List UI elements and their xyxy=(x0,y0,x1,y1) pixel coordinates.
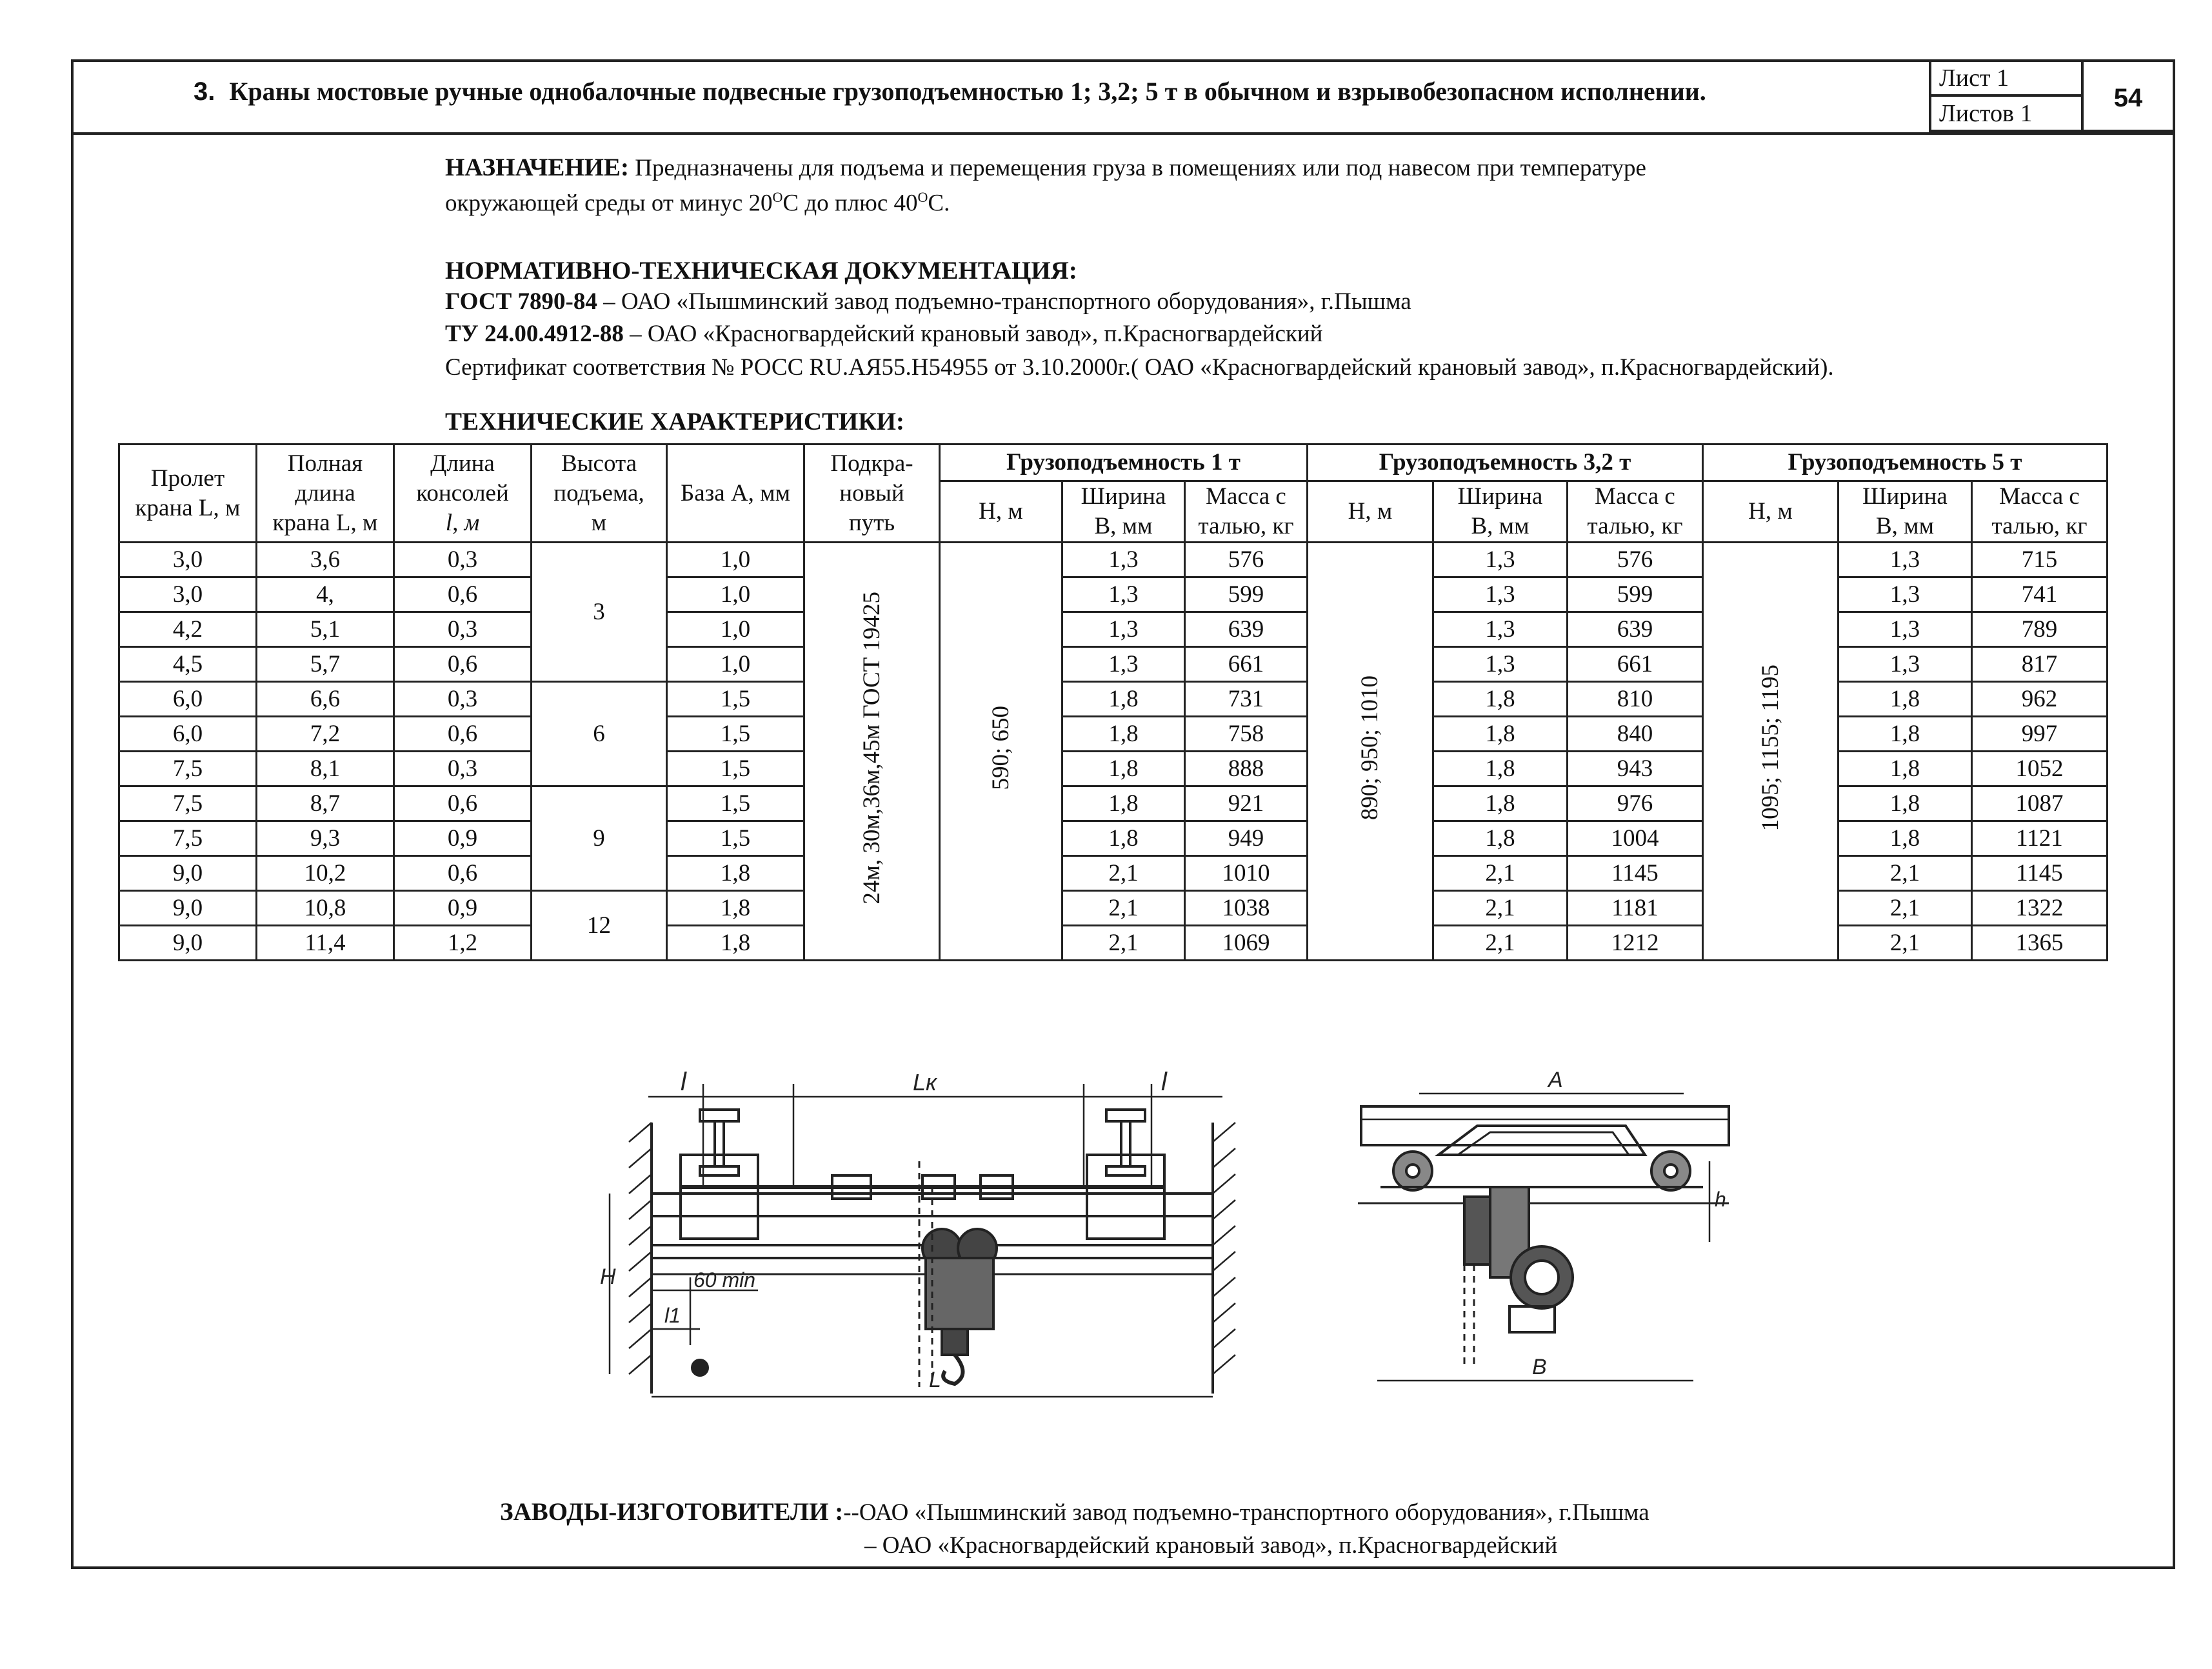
purpose-line2 xyxy=(445,182,950,219)
cell-width-5t: 1,3 xyxy=(1838,647,1972,682)
cell-base: 1,8 xyxy=(667,856,804,891)
purpose-heading: НАЗНАЧЕНИЕ: xyxy=(445,154,629,181)
cell-width-1t: 1,8 xyxy=(1062,717,1185,752)
cell-width-1t: 1,3 xyxy=(1062,543,1185,577)
gost-text: – ОАО «Пышминский завод подъемно-транспортного оборудования», г.Пышма xyxy=(597,288,1411,315)
cell-full-length: 10,2 xyxy=(257,856,394,891)
sub-mass: Масса с талью, кг xyxy=(1185,481,1308,543)
dim-l-left: l xyxy=(681,1068,686,1096)
cell-mass-5t: 1087 xyxy=(1972,786,2107,821)
cell-full-length: 4, xyxy=(257,577,394,612)
cell-mass-1t: 1038 xyxy=(1185,891,1308,926)
cell-base: 1,0 xyxy=(667,647,804,682)
cell-span: 9,0 xyxy=(119,926,257,961)
cell-console: 0,9 xyxy=(394,891,532,926)
cell-width-5t: 1,8 xyxy=(1838,682,1972,717)
cell-mass-5t: 715 xyxy=(1972,543,2107,577)
dim-A: A xyxy=(1548,1068,1563,1092)
cell-width-3-2t: 1,8 xyxy=(1433,717,1568,752)
cell-mass-3-2t: 1212 xyxy=(1568,926,1703,961)
cell-width-3-2t: 2,1 xyxy=(1433,891,1568,926)
cell-width-1t: 1,8 xyxy=(1062,821,1185,856)
cell-mass-1t: 639 xyxy=(1185,612,1308,647)
cell-mass-1t: 758 xyxy=(1185,717,1308,752)
purpose-text-2a: окружающей среды от минус 20 xyxy=(445,190,773,217)
cell-console: 0,9 xyxy=(394,821,532,856)
cell-span: 7,5 xyxy=(119,752,257,786)
cell-base: 1,0 xyxy=(667,612,804,647)
cell-width-5t: 1,3 xyxy=(1838,577,1972,612)
purpose-text-2b: С до плюс 40 xyxy=(782,190,918,217)
group-1t: Грузоподъемность 1 т xyxy=(940,445,1308,481)
left-wall xyxy=(629,1123,652,1394)
document-title xyxy=(194,76,1706,106)
norms-heading: НОРМАТИВНО-ТЕХНИЧЕСКАЯ ДОКУМЕНТАЦИЯ: xyxy=(445,257,1077,285)
cell-span: 7,5 xyxy=(119,786,257,821)
purpose-text-1: Предназначены для подъема и перемещения груза в помещениях или под навесом при температуре xyxy=(635,155,1646,181)
cell-mass-1t: 731 xyxy=(1185,682,1308,717)
cell-full-length: 9,3 xyxy=(257,821,394,856)
cell-width-5t: 2,1 xyxy=(1838,926,1972,961)
cell-width-3-2t: 1,3 xyxy=(1433,647,1568,682)
cell-mass-3-2t: 576 xyxy=(1568,543,1703,577)
crane-end-view-drawing xyxy=(1342,1058,1742,1406)
right-runway-beam xyxy=(1087,1110,1164,1239)
dim-h: h xyxy=(1715,1188,1726,1211)
page-number: 54 xyxy=(2081,59,2175,132)
gost-code: ГОСТ 7890-84 xyxy=(445,288,597,315)
cell-width-3-2t: 1,8 xyxy=(1433,821,1568,856)
cell-mass-5t: 1365 xyxy=(1972,926,2107,961)
cell-mass-3-2t: 1145 xyxy=(1568,856,1703,891)
cell-mass-3-2t: 976 xyxy=(1568,786,1703,821)
col-full-length: Полная длина крана L, м xyxy=(257,445,394,543)
cell-mass-1t: 576 xyxy=(1185,543,1308,577)
cell-base: 1,5 xyxy=(667,821,804,856)
cell-mass-1t: 599 xyxy=(1185,577,1308,612)
cell-full-length: 6,6 xyxy=(257,682,394,717)
cell-console: 0,6 xyxy=(394,856,532,891)
cell-h-3-2t: 890; 950; 1010 xyxy=(1308,543,1433,961)
cell-width-5t: 1,8 xyxy=(1838,821,1972,856)
hook-left xyxy=(692,1360,708,1375)
cell-width-3-2t: 1,3 xyxy=(1433,612,1568,647)
certificate: Сертификат соответствия № РОСС RU.АЯ55.Н54955 от 3.10.2000г.( ОАО «Красногвардейский крановый завод», п.Красногвардейский). xyxy=(445,354,1834,381)
col-console: Длина консолей l, м xyxy=(394,445,532,543)
cell-width-1t: 2,1 xyxy=(1062,856,1185,891)
norms-gost xyxy=(445,286,1411,317)
cell-width-5t: 2,1 xyxy=(1838,891,1972,926)
cell-lift-height: 9 xyxy=(532,786,667,891)
sub-h: Н, м xyxy=(1703,481,1838,543)
cell-base: 1,5 xyxy=(667,752,804,786)
cell-console: 1,2 xyxy=(394,926,532,961)
cell-console: 0,6 xyxy=(394,647,532,682)
cell-mass-5t: 1052 xyxy=(1972,752,2107,786)
cell-full-length: 7,2 xyxy=(257,717,394,752)
cell-mass-5t: 789 xyxy=(1972,612,2107,647)
cell-span: 3,0 xyxy=(119,577,257,612)
cell-console: 0,6 xyxy=(394,577,532,612)
col-span: Пролет крана L, м xyxy=(119,445,257,543)
cell-mass-5t: 1121 xyxy=(1972,821,2107,856)
cell-mass-3-2t: 661 xyxy=(1568,647,1703,682)
cell-width-1t: 1,8 xyxy=(1062,786,1185,821)
cell-console: 0,6 xyxy=(394,786,532,821)
cell-h-1t: 590; 650 xyxy=(940,543,1062,961)
tech-heading: ТЕХНИЧЕСКИЕ ХАРАКТЕРИСТИКИ: xyxy=(445,408,904,435)
manufacturers-heading: ЗАВОДЫ-ИЗГОТОВИТЕЛИ : xyxy=(500,1498,844,1526)
right-wall xyxy=(1213,1123,1235,1394)
sub-h: Н, м xyxy=(940,481,1062,543)
norms-tu xyxy=(445,319,1322,350)
cell-base: 1,8 xyxy=(667,891,804,926)
sub-width: Ширина В, мм xyxy=(1062,481,1185,543)
purpose-line1 xyxy=(445,152,1646,184)
cell-base: 1,0 xyxy=(667,577,804,612)
sheet-label: Лист 1 xyxy=(1929,59,2084,97)
cell-mass-3-2t: 840 xyxy=(1568,717,1703,752)
cell-width-1t: 2,1 xyxy=(1062,926,1185,961)
cell-full-length: 8,7 xyxy=(257,786,394,821)
cell-width-5t: 1,8 xyxy=(1838,717,1972,752)
col-lift-height: Высота подъема, м xyxy=(532,445,667,543)
col-crane-path: Подкра- новый путь xyxy=(804,445,940,543)
cell-mass-5t: 1322 xyxy=(1972,891,2107,926)
cell-span: 4,2 xyxy=(119,612,257,647)
cell-base: 1,0 xyxy=(667,543,804,577)
degree-mark: О xyxy=(772,189,783,205)
cell-mass-3-2t: 810 xyxy=(1568,682,1703,717)
cell-span: 3,0 xyxy=(119,543,257,577)
cell-base: 1,5 xyxy=(667,717,804,752)
cell-width-5t: 1,8 xyxy=(1838,786,1972,821)
dim-60min: 60 min xyxy=(693,1268,756,1292)
cell-span: 9,0 xyxy=(119,891,257,926)
cell-mass-3-2t: 599 xyxy=(1568,577,1703,612)
cell-mass-5t: 962 xyxy=(1972,682,2107,717)
purpose-text-2c: С. xyxy=(928,190,950,217)
tu-text: – ОАО «Красногвардейский крановый завод», п.Красногвардейский xyxy=(623,321,1323,347)
cell-full-length: 8,1 xyxy=(257,752,394,786)
cell-width-1t: 1,8 xyxy=(1062,682,1185,717)
dim-l1: l1 xyxy=(664,1304,681,1327)
cell-width-1t: 2,1 xyxy=(1062,891,1185,926)
tech-table xyxy=(118,443,2108,961)
cell-span: 4,5 xyxy=(119,647,257,682)
group-5t: Грузоподъемность 5 т xyxy=(1703,445,2107,481)
cell-base: 1,5 xyxy=(667,682,804,717)
cell-mass-1t: 661 xyxy=(1185,647,1308,682)
cell-width-5t: 1,3 xyxy=(1838,543,1972,577)
cell-lift-height: 6 xyxy=(532,682,667,786)
cell-span: 7,5 xyxy=(119,821,257,856)
dim-B: B xyxy=(1532,1355,1547,1379)
cell-mass-1t: 1010 xyxy=(1185,856,1308,891)
cell-mass-5t: 997 xyxy=(1972,717,2107,752)
table-row xyxy=(119,543,2107,577)
cell-crane-path xyxy=(804,543,940,961)
cell-mass-1t: 949 xyxy=(1185,821,1308,856)
cell-mass-3-2t: 639 xyxy=(1568,612,1703,647)
manufacturer-2: – ОАО «Красногвардейский крановый завод», п.Красногвардейский xyxy=(864,1532,1558,1559)
cell-width-5t: 2,1 xyxy=(1838,856,1972,891)
cell-mass-1t: 888 xyxy=(1185,752,1308,786)
cell-width-1t: 1,8 xyxy=(1062,752,1185,786)
header-divider xyxy=(71,132,2175,135)
hoist xyxy=(919,1161,997,1387)
sub-mass: Масса с талью, кг xyxy=(1568,481,1703,543)
cell-mass-1t: 921 xyxy=(1185,786,1308,821)
cell-console: 0,3 xyxy=(394,543,532,577)
cell-h-5t: 1095; 1155; 1195 xyxy=(1703,543,1838,961)
dim-L: L xyxy=(929,1368,941,1392)
cell-width-3-2t: 1,3 xyxy=(1433,577,1568,612)
cell-width-3-2t: 2,1 xyxy=(1433,926,1568,961)
cell-full-length: 10,8 xyxy=(257,891,394,926)
degree-mark: О xyxy=(917,189,928,205)
sheet-info xyxy=(1929,59,2175,132)
cell-console: 0,3 xyxy=(394,682,532,717)
cell-mass-1t: 1069 xyxy=(1185,926,1308,961)
crane-side-view-drawing xyxy=(590,1058,1261,1419)
cell-width-1t: 1,3 xyxy=(1062,612,1185,647)
cell-span: 6,0 xyxy=(119,682,257,717)
cell-span: 9,0 xyxy=(119,856,257,891)
cell-width-1t: 1,3 xyxy=(1062,577,1185,612)
crane-path-text: 24м, 30м,36м,45м ГОСТ 19425 xyxy=(858,592,885,904)
sub-mass: Масса с талью, кг xyxy=(1972,481,2107,543)
cell-width-1t: 1,3 xyxy=(1062,647,1185,682)
sub-width: Ширина В, мм xyxy=(1838,481,1972,543)
cell-span: 6,0 xyxy=(119,717,257,752)
tu-code: ТУ 24.00.4912-88 xyxy=(445,321,624,347)
cell-console: 0,3 xyxy=(394,612,532,647)
title-text: Краны мостовые ручные однобалочные подвесные грузоподъемностью 1; 3,2; 5 т в обычном и взрывобезопасном исполнении. xyxy=(229,77,1706,106)
hoist-trolley xyxy=(1464,1187,1573,1368)
cell-full-length: 5,1 xyxy=(257,612,394,647)
col-base: База А, мм xyxy=(667,445,804,543)
cell-mass-3-2t: 1004 xyxy=(1568,821,1703,856)
cell-width-3-2t: 1,8 xyxy=(1433,786,1568,821)
dim-lk: Lк xyxy=(913,1069,937,1095)
manufacturer-1: --ОАО «Пышминский завод подъемно-транспортного оборудования», г.Пышма xyxy=(843,1499,1649,1526)
end-truck xyxy=(1380,1126,1703,1190)
cell-mass-5t: 817 xyxy=(1972,647,2107,682)
cell-lift-height: 12 xyxy=(532,891,667,961)
cell-lift-height: 3 xyxy=(532,543,667,682)
cell-full-length: 5,7 xyxy=(257,647,394,682)
cell-width-3-2t: 2,1 xyxy=(1433,856,1568,891)
dim-H: H xyxy=(600,1264,616,1289)
cell-mass-3-2t: 1181 xyxy=(1568,891,1703,926)
cell-console: 0,3 xyxy=(394,752,532,786)
group-3-2t: Грузоподъемность 3,2 т xyxy=(1308,445,1703,481)
sub-width: Ширина В, мм xyxy=(1433,481,1568,543)
dim-l-right: l xyxy=(1161,1068,1167,1096)
cell-console: 0,6 xyxy=(394,717,532,752)
cell-full-length: 11,4 xyxy=(257,926,394,961)
cell-width-3-2t: 1,3 xyxy=(1433,543,1568,577)
cell-base: 1,5 xyxy=(667,786,804,821)
left-runway-beam xyxy=(681,1110,758,1239)
cell-mass-3-2t: 943 xyxy=(1568,752,1703,786)
cell-mass-5t: 1145 xyxy=(1972,856,2107,891)
cell-base: 1,8 xyxy=(667,926,804,961)
cell-full-length: 3,6 xyxy=(257,543,394,577)
cell-mass-5t: 741 xyxy=(1972,577,2107,612)
cell-width-3-2t: 1,8 xyxy=(1433,752,1568,786)
cell-width-5t: 1,3 xyxy=(1838,612,1972,647)
cell-width-3-2t: 1,8 xyxy=(1433,682,1568,717)
manufacturers-line1 xyxy=(500,1495,1649,1530)
section-number: 3. xyxy=(194,77,215,106)
sub-h: Н, м xyxy=(1308,481,1433,543)
sheets-count-label: Листов 1 xyxy=(1929,94,2084,132)
cell-width-5t: 1,8 xyxy=(1838,752,1972,786)
